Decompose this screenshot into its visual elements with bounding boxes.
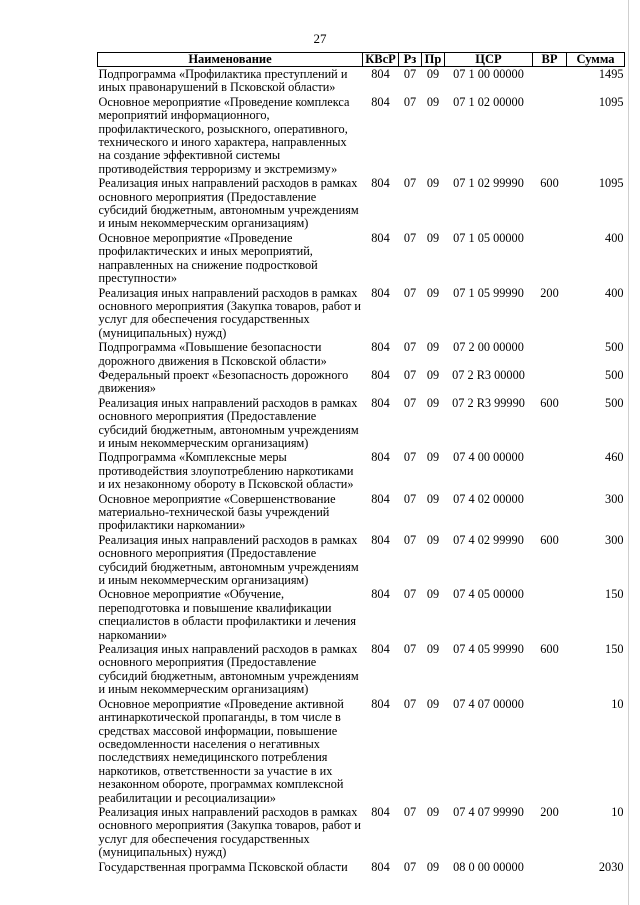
table-row xyxy=(98,396,625,451)
cell-rz: 07 xyxy=(403,696,417,711)
cell-rz: 07 xyxy=(403,532,417,547)
cell-name: Основное мероприятие «Проведение активной антинаркотической пропаганды, в том числе в средствах массовой информации, повышение осведомленности населения о негативных последствиях немедицинского потребления наркотиков, ответственности за участие в их незаконном обороте, программах комплексной реабилитации и ресоциализации» xyxy=(98,696,344,805)
cell-sum: 10 xyxy=(611,804,624,819)
cell-sum: 1095 xyxy=(598,94,624,109)
cell-csr: 07 4 05 99990 xyxy=(453,642,524,657)
cell-pr: 09 xyxy=(426,285,440,300)
cell-sum: 500 xyxy=(605,395,624,410)
cell-vr: 600 xyxy=(540,642,559,657)
table-row xyxy=(98,286,625,341)
cell-vr: 600 xyxy=(540,395,559,410)
table-row xyxy=(98,697,625,805)
cell-kvsr: 804 xyxy=(371,340,390,355)
cell-pr: 09 xyxy=(426,367,440,382)
cell-sum: 500 xyxy=(605,367,624,382)
cell-csr: 07 1 00 00000 xyxy=(453,67,524,81)
header-pr: Пр xyxy=(422,53,445,67)
cell-csr: 07 4 00 00000 xyxy=(453,450,524,465)
table-row xyxy=(98,176,625,231)
cell-name: Подпрограмма «Комплексные меры противодействия злоупотреблению наркотиками и их незаконному обороту в Псковской области» xyxy=(98,450,354,492)
cell-name: Реализация иных направлений расходов в рамках основного мероприятия (Предоставление субсидий бюджетным, автономным учреждениям и иным некоммерческим организациям) xyxy=(98,642,359,697)
cell-kvsr: 804 xyxy=(371,395,390,410)
cell-vr xyxy=(533,860,567,874)
table-row xyxy=(98,95,625,176)
cell-csr: 07 2 R3 99990 xyxy=(452,395,525,410)
cell-name: Реализация иных направлений расходов в рамках основного мероприятия (Предоставление субсидий бюджетным, автономным учреждениям и иным некоммерческим организациям) xyxy=(98,395,359,450)
cell-rz: 07 xyxy=(403,587,417,602)
cell-rz: 07 xyxy=(403,859,417,874)
cell-sum: 300 xyxy=(605,532,624,547)
cell-sum: 1095 xyxy=(598,176,624,191)
cell-pr: 09 xyxy=(426,94,440,109)
cell-pr: 09 xyxy=(426,491,440,506)
cell-rz: 07 xyxy=(403,367,417,382)
cell-csr: 07 4 07 00000 xyxy=(453,696,524,711)
header-csr: ЦСР xyxy=(445,53,533,67)
cell-kvsr: 804 xyxy=(371,94,390,109)
cell-sum: 150 xyxy=(605,587,624,602)
cell-name: Федеральный проект «Безопасность дорожного движения» xyxy=(98,367,349,396)
cell-pr: 09 xyxy=(426,230,440,245)
cell-name: Основное мероприятие «Обучение, переподготовка и повышение квалификации специалистов в области профилактики и лечения наркомании» xyxy=(98,587,357,642)
cell-name: Реализация иных направлений расходов в рамках основного мероприятия (Закупка товаров, работ и услуг для обеспечения государственных (муниципальных) нужд) xyxy=(98,285,361,340)
cell-rz: 07 xyxy=(403,491,417,506)
cell-sum: 150 xyxy=(605,642,624,657)
table-row xyxy=(98,860,625,874)
table-row xyxy=(98,368,625,396)
cell-sum: 10 xyxy=(611,696,624,711)
cell-kvsr: 804 xyxy=(371,642,390,657)
cell-csr: 07 1 02 00000 xyxy=(453,94,524,109)
cell-kvsr: 804 xyxy=(371,285,390,300)
cell-sum: 400 xyxy=(605,285,624,300)
cell-pr: 09 xyxy=(426,532,440,547)
cell-rz: 07 xyxy=(403,395,417,410)
cell-kvsr: 804 xyxy=(371,367,390,382)
table-row xyxy=(98,231,625,286)
table-header xyxy=(98,53,625,67)
cell-rz: 07 xyxy=(403,94,417,109)
cell-kvsr: 804 xyxy=(371,696,390,711)
cell-csr: 07 4 02 99990 xyxy=(453,532,524,547)
scan-edge-line xyxy=(628,0,629,905)
cell-vr: 600 xyxy=(540,532,559,547)
cell-vr xyxy=(533,368,567,396)
cell-rz: 07 xyxy=(403,642,417,657)
cell-vr xyxy=(533,587,567,642)
cell-pr: 09 xyxy=(426,696,440,711)
cell-kvsr: 804 xyxy=(371,491,390,506)
cell-kvsr: 804 xyxy=(371,450,390,465)
cell-vr xyxy=(533,340,567,368)
header-name: Наименование xyxy=(98,53,363,67)
cell-vr xyxy=(533,697,567,805)
cell-rz: 07 xyxy=(403,230,417,245)
cell-kvsr: 804 xyxy=(371,587,390,602)
cell-rz: 07 xyxy=(403,176,417,191)
cell-rz: 07 xyxy=(403,450,417,465)
header-sum: Сумма xyxy=(567,53,625,67)
cell-sum: 500 xyxy=(605,340,624,355)
cell-pr: 09 xyxy=(426,67,440,81)
table-row xyxy=(98,642,625,697)
table-row xyxy=(98,533,625,588)
cell-vr xyxy=(533,95,567,176)
cell-csr: 07 4 05 00000 xyxy=(453,587,524,602)
cell-csr: 07 2 00 00000 xyxy=(453,340,524,355)
cell-csr: 08 0 00 00000 xyxy=(453,859,524,874)
cell-csr: 07 4 02 00000 xyxy=(453,491,524,506)
cell-vr: 600 xyxy=(540,176,559,191)
cell-vr xyxy=(533,231,567,286)
cell-csr: 07 4 07 99990 xyxy=(453,804,524,819)
cell-vr: 200 xyxy=(540,804,559,819)
cell-csr: 07 2 R3 00000 xyxy=(452,367,525,382)
page-number: 27 xyxy=(313,31,327,46)
cell-sum: 300 xyxy=(605,491,624,506)
cell-sum: 460 xyxy=(605,450,624,465)
cell-name: Основное мероприятие «Проведение профилактических и иных мероприятий, направленных на снижение подростковой преступности» xyxy=(98,230,318,286)
cell-name: Подпрограмма «Повышение безопасности дорожного движения в Псковской области» xyxy=(98,340,327,368)
table-row xyxy=(98,805,625,860)
cell-name: Основное мероприятие «Совершенствование материально-технической базы учреждений профилактики наркомании» xyxy=(98,491,336,533)
table-body xyxy=(98,67,625,874)
cell-sum: 1495 xyxy=(598,67,624,81)
cell-csr: 07 1 05 00000 xyxy=(453,230,524,245)
cell-pr: 09 xyxy=(426,340,440,355)
cell-pr: 09 xyxy=(426,587,440,602)
cell-vr: 200 xyxy=(540,285,559,300)
cell-sum: 400 xyxy=(605,230,624,245)
cell-sum: 2030 xyxy=(598,859,624,874)
cell-kvsr: 804 xyxy=(371,230,390,245)
cell-pr: 09 xyxy=(426,642,440,657)
cell-kvsr: 804 xyxy=(371,67,390,81)
cell-kvsr: 804 xyxy=(371,859,390,874)
cell-rz: 07 xyxy=(403,804,417,819)
table-row xyxy=(98,450,625,491)
cell-rz: 07 xyxy=(403,340,417,355)
table-row xyxy=(98,340,625,368)
cell-name: Реализация иных направлений расходов в рамках основного мероприятия (Предоставление субсидий бюджетным, автономным учреждениям и иным некоммерческим организациям) xyxy=(98,176,359,231)
header-kvsr: КВсР xyxy=(363,53,399,67)
cell-vr xyxy=(533,492,567,533)
header-vr: ВР xyxy=(533,53,567,67)
cell-rz: 07 xyxy=(403,285,417,300)
table-row xyxy=(98,587,625,642)
header-rz: Рз xyxy=(399,53,422,67)
cell-pr: 09 xyxy=(426,450,440,465)
cell-name: Реализация иных направлений расходов в рамках основного мероприятия (Закупка товаров, работ и услуг для обеспечения государственных (муниципальных) нужд) xyxy=(98,804,361,860)
cell-pr: 09 xyxy=(426,176,440,191)
cell-rz: 07 xyxy=(403,67,417,81)
cell-pr: 09 xyxy=(426,804,440,819)
cell-kvsr: 804 xyxy=(371,176,390,191)
table-row xyxy=(98,492,625,533)
cell-kvsr: 804 xyxy=(371,804,390,819)
budget-table xyxy=(97,52,625,874)
cell-csr: 07 1 02 99990 xyxy=(453,176,524,191)
table-row xyxy=(98,67,625,95)
cell-name: Основное мероприятие «Проведение комплекса мероприятий информационного, профилактического, розыскного, оперативного, технического и иного характера, направленных на создание эффективной системы противодействия терроризму и экстремизму» xyxy=(98,94,350,176)
cell-pr: 09 xyxy=(426,395,440,410)
cell-csr: 07 1 05 99990 xyxy=(453,285,524,300)
cell-name: Реализация иных направлений расходов в рамках основного мероприятия (Предоставление субсидий бюджетным, автономным учреждениям и иным некоммерческим организациям) xyxy=(98,532,359,588)
cell-name: Государственная программа Псковской области xyxy=(98,859,348,874)
cell-kvsr: 804 xyxy=(371,532,390,547)
cell-vr xyxy=(533,67,567,95)
cell-pr: 09 xyxy=(426,859,440,874)
cell-name: Подпрограмма «Профилактика преступлений и иных правонарушений в Псковской области» xyxy=(98,67,348,95)
cell-vr xyxy=(533,450,567,491)
